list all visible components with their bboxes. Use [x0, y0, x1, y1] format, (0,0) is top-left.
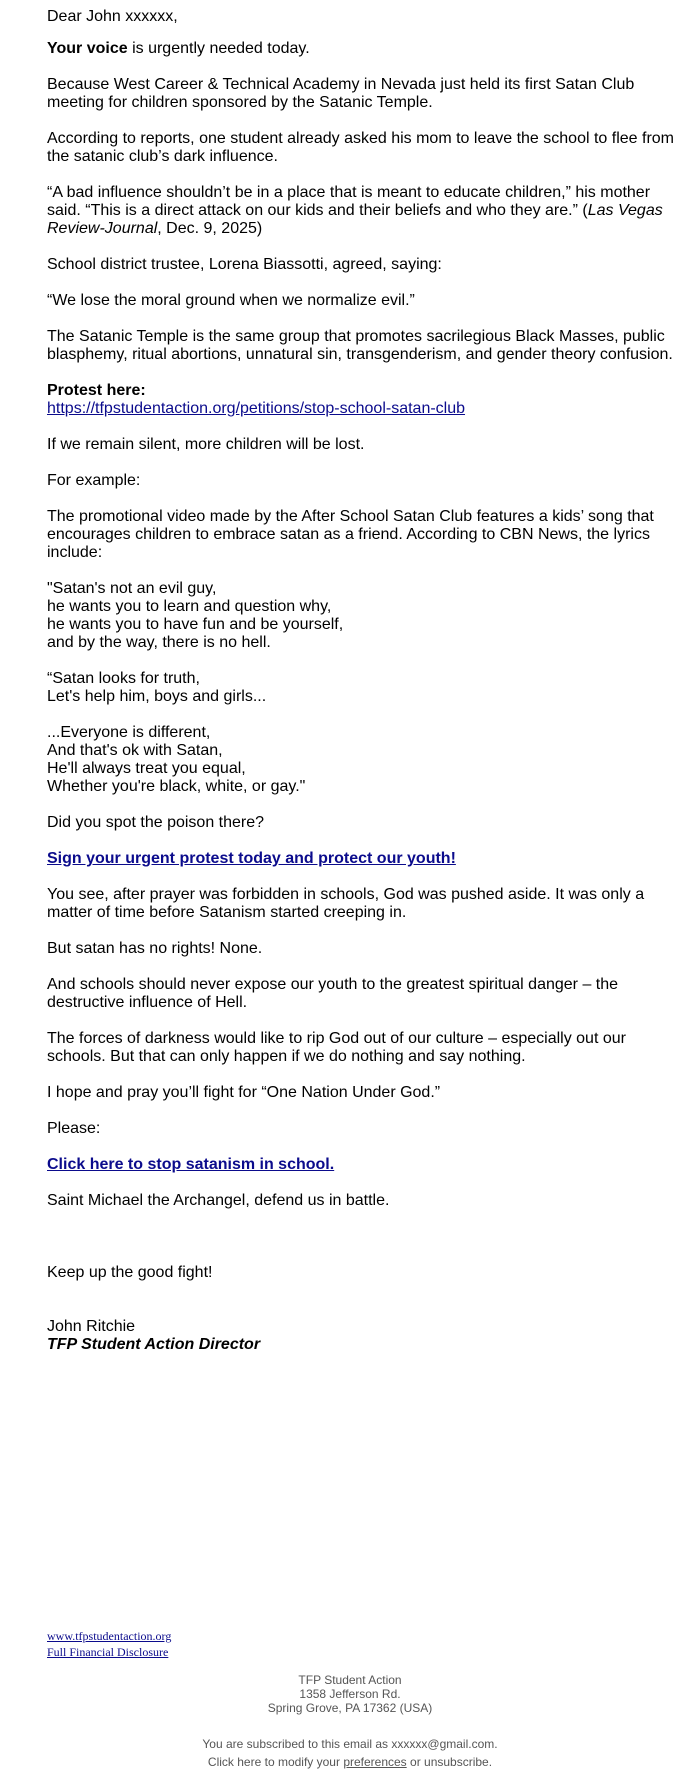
signature — [47, 1318, 687, 1354]
cta-protest-block — [47, 850, 687, 868]
paragraph-according: According to reports, one student already asked his mom to leave the school to flee from the satanic club’s dark influence. — [47, 130, 674, 165]
subscription-line: You are subscribed to this email as xxxxxx@gmail.com. — [202, 1737, 498, 1751]
lyric-line: and by the way, there is no hell. — [47, 634, 271, 651]
signature-name: John Ritchie — [47, 1318, 136, 1335]
lyrics-verse-1 — [47, 580, 687, 652]
subscription-footer — [0, 1735, 700, 1771]
website-link[interactable]: www.tfpstudentaction.org — [47, 1629, 172, 1643]
financial-disclosure-link[interactable]: Full Financial Disclosure — [47, 1645, 169, 1659]
paragraph-video: The promotional video made by the After School Satan Club features a kids’ song that encourages children to embrace satan as a friend. According to CBN News, the lyrics include: — [47, 508, 654, 561]
paragraph-example: For example: — [47, 472, 141, 489]
paragraph-because: Because West Career & Technical Academy in Nevada just held its first Satan Club meeting for children sponsored by the Satanic Temple. — [47, 76, 635, 111]
voice-bold: Your voice — [47, 40, 128, 57]
stop-satanism-link[interactable]: Click here to stop satanism in school. — [47, 1156, 335, 1173]
org-address — [0, 1673, 700, 1715]
quote-date: , Dec. 9, 2025) — [157, 220, 263, 237]
protest-label: Protest here: — [47, 382, 146, 399]
trustee-quote: “We lose the moral ground when we normalize evil.” — [47, 292, 415, 309]
lyric-line: he wants you to have fun and be yourself, — [47, 616, 344, 633]
quote-source: Las Vegas Review-Journal — [47, 202, 663, 237]
preferences-suffix: or unsubscribe. — [406, 1755, 493, 1769]
org-name: TFP Student Action — [298, 1673, 402, 1687]
greeting: Dear John xxxxxx, — [47, 8, 178, 25]
lyric-line: Whether you're black, white, or gay." — [47, 778, 306, 795]
org-street: 1358 Jefferson Rd. — [299, 1687, 401, 1701]
voice-line — [47, 40, 687, 58]
preferences-link[interactable]: preferences — [343, 1755, 407, 1769]
mother-quote — [47, 184, 687, 238]
paragraph-hope: I hope and pray you’ll fight for “One Nation Under God.” — [47, 1084, 441, 1101]
paragraph-poison: Did you spot the poison there? — [47, 814, 265, 831]
protest-block — [47, 382, 687, 418]
lyric-line: he wants you to learn and question why, — [47, 598, 332, 615]
cta-stop-block — [47, 1156, 687, 1174]
paragraph-michael: Saint Michael the Archangel, defend us in battle. — [47, 1192, 390, 1209]
lyrics-verse-3 — [47, 724, 687, 796]
lyric-line: Let's help him, boys and girls... — [47, 688, 267, 705]
paragraph-please: Please: — [47, 1120, 101, 1137]
paragraph-schools: And schools should never expose our youth to the greatest spiritual danger – the destructive influence of Hell. — [47, 976, 619, 1011]
paragraph-trustee: School district trustee, Lorena Biassotti, agreed, saying: — [47, 256, 442, 273]
paragraph-prayer: You see, after prayer was forbidden in schools, God was pushed aside. It was only a matter of time before Satanism started creeping in. — [47, 886, 645, 921]
paragraph-fight: Keep up the good fight! — [47, 1264, 213, 1281]
paragraph-no-rights: But satan has no rights! None. — [47, 940, 263, 957]
sign-protest-link[interactable]: Sign your urgent protest today and protect our youth! — [47, 850, 456, 867]
footer-links — [47, 1628, 171, 1660]
lyric-line: "Satan's not an evil guy, — [47, 580, 217, 597]
lyric-line: “Satan looks for truth, — [47, 670, 200, 687]
petition-link[interactable]: https://tfpstudentaction.org/petitions/stop-school-satan-club — [47, 400, 466, 417]
lyric-line: He'll always treat you equal, — [47, 760, 246, 777]
paragraph-silent: If we remain silent, more children will be lost. — [47, 436, 365, 453]
email-body — [47, 8, 687, 1354]
org-city: Spring Grove, PA 17362 (USA) — [267, 1701, 433, 1715]
lyrics-verse-2 — [47, 670, 687, 706]
paragraph-darkness: The forces of darkness would like to rip God out of our culture – especially out our schools. But that can only happen if we do nothing and say nothing. — [47, 1030, 626, 1065]
mother-quote-text: “A bad influence shouldn’t be in a place that is meant to educate children,” his mother said. “This is a direct attack on our kids and their beliefs and who they are.” ( — [47, 184, 651, 219]
lyric-line: And that's ok with Satan, — [47, 742, 223, 759]
preferences-prefix: Click here to modify your — [207, 1755, 344, 1769]
signature-title: TFP Student Action Director — [47, 1336, 261, 1353]
voice-rest: is urgently needed today. — [127, 40, 310, 57]
paragraph-temple: The Satanic Temple is the same group that promotes sacrilegious Black Masses, public blasphemy, ritual abortions, unnatural sin, transgenderism, and gender theory confusion. — [47, 328, 673, 363]
preferences-line — [0, 1753, 700, 1771]
lyric-line: ...Everyone is different, — [47, 724, 211, 741]
